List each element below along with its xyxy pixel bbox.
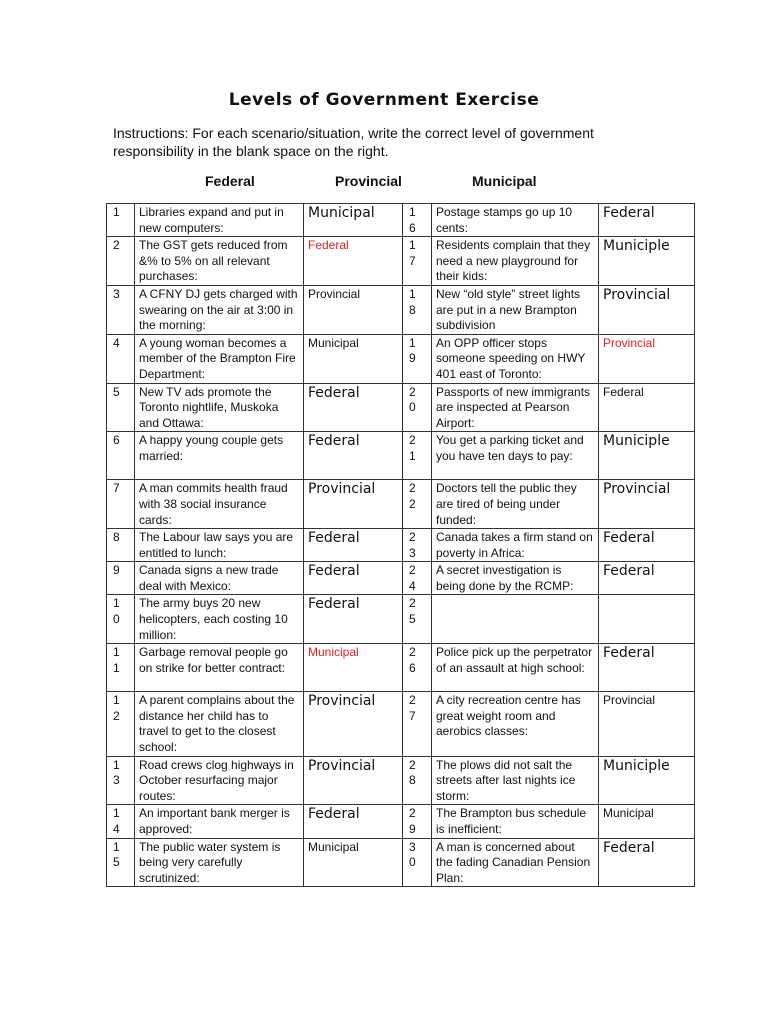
question-number xyxy=(403,204,432,237)
answer-field[interactable]: Federal xyxy=(599,562,695,595)
answer-field[interactable] xyxy=(599,595,695,644)
question-number-text: 4 xyxy=(113,335,120,350)
question-number xyxy=(107,432,135,480)
table-row xyxy=(107,562,695,595)
answer-field[interactable]: Provincial xyxy=(599,285,695,334)
question-number-text: 22 xyxy=(409,481,416,511)
table-row xyxy=(107,692,695,756)
table-row xyxy=(107,529,695,562)
question-number xyxy=(107,334,135,383)
question-number xyxy=(403,334,432,383)
question-number-text: 27 xyxy=(409,693,416,723)
question-number-text: 6 xyxy=(113,433,120,448)
answer-field[interactable]: Provincial xyxy=(599,334,695,383)
answer-field[interactable]: Municipal xyxy=(304,644,403,692)
scenario-text: Garbage removal people go on strike for better contract: xyxy=(135,644,304,692)
question-number xyxy=(107,805,135,838)
question-number xyxy=(107,562,135,595)
question-number xyxy=(403,432,432,480)
question-number xyxy=(107,838,135,887)
question-number xyxy=(403,383,432,432)
question-number xyxy=(403,237,432,286)
column-heading-federal: Federal xyxy=(205,173,255,189)
scenario-text: Postage stamps go up 10 cents: xyxy=(432,204,599,237)
scenario-text: The GST gets reduced from &% to 5% on all relevant purchases: xyxy=(135,237,304,286)
question-number-text: 17 xyxy=(409,238,416,268)
question-number-text: 30 xyxy=(409,839,416,870)
scenario-text: You get a parking ticket and you have ten days to pay: xyxy=(432,432,599,480)
question-number xyxy=(403,595,432,644)
question-number xyxy=(107,595,135,644)
question-number-text: 14 xyxy=(113,806,120,836)
scenario-text: The Labour law says you are entitled to lunch: xyxy=(135,529,304,562)
question-number-text: 29 xyxy=(409,806,416,836)
table-row xyxy=(107,480,695,529)
answer-field[interactable]: Federal xyxy=(304,562,403,595)
scenario-text: Canada signs a new trade deal with Mexico: xyxy=(135,562,304,595)
question-number xyxy=(107,480,135,529)
answer-field[interactable]: Provincial xyxy=(304,480,403,529)
question-number xyxy=(403,644,432,692)
scenario-text: Police pick up the perpetrator of an assault at high school: xyxy=(432,644,599,692)
answer-field[interactable]: Federal xyxy=(304,432,403,480)
answer-field[interactable]: Municipal xyxy=(304,334,403,383)
question-number-text: 3 xyxy=(113,286,120,301)
scenario-text: A young woman becomes a member of the Brampton Fire Department: xyxy=(135,334,304,383)
question-number-text: 5 xyxy=(113,384,120,399)
scenario-text: Passports of new immigrants are inspected at Pearson Airport: xyxy=(432,383,599,432)
scenario-text: The plows did not salt the streets after last nights ice storm: xyxy=(432,756,599,805)
answer-field[interactable]: Federal xyxy=(304,529,403,562)
question-number xyxy=(403,480,432,529)
question-number xyxy=(107,644,135,692)
document-title: Levels of Government Exercise xyxy=(228,90,540,110)
question-number xyxy=(403,529,432,562)
scenario-table xyxy=(106,203,695,887)
question-number-text: 7 xyxy=(113,481,120,496)
answer-field[interactable]: Provincial xyxy=(599,480,695,529)
scenario-text: The army buys 20 new helicopters, each costing 10 million: xyxy=(135,595,304,644)
column-heading-municipal: Municipal xyxy=(472,173,537,189)
answer-field[interactable]: Federal xyxy=(304,805,403,838)
answer-field[interactable]: Municiple xyxy=(599,756,695,805)
scenario-text: The public water system is being very carefully scrutinized: xyxy=(135,838,304,887)
scenario-text: A secret investigation is being done by the RCMP: xyxy=(432,562,599,595)
question-number-text: 23 xyxy=(409,530,416,560)
scenario-text: Canada takes a firm stand on poverty in Africa: xyxy=(432,529,599,562)
question-number-text: 11 xyxy=(113,645,120,675)
answer-field[interactable]: Municiple xyxy=(599,237,695,286)
scenario-text: New “old style” street lights are put in a new Brampton subdivision xyxy=(432,285,599,334)
question-number-text: 9 xyxy=(113,563,120,578)
question-number-text: 21 xyxy=(409,433,416,463)
column-heading-provincial: Provincial xyxy=(335,173,402,189)
question-number-text: 2 xyxy=(113,238,120,253)
question-number xyxy=(403,692,432,756)
question-number xyxy=(403,562,432,595)
question-number-text: 10 xyxy=(113,596,120,627)
table-row xyxy=(107,334,695,383)
answer-field[interactable]: Municipal xyxy=(304,838,403,887)
question-number-text: 16 xyxy=(409,205,416,235)
answer-field[interactable]: Federal xyxy=(599,383,695,432)
question-number xyxy=(403,756,432,805)
question-number-text: 19 xyxy=(409,335,416,366)
scenario-text: Libraries expand and put in new computers: xyxy=(135,204,304,237)
scenario-text: A man commits health fraud with 38 social insurance cards: xyxy=(135,480,304,529)
table-row xyxy=(107,383,695,432)
question-number xyxy=(107,756,135,805)
scenario-text: Doctors tell the public they are tired of being under funded: xyxy=(432,480,599,529)
scenario-text: A man is concerned about the fading Canadian Pension Plan: xyxy=(432,838,599,887)
question-number-text: 13 xyxy=(113,757,120,788)
answer-field[interactable]: Federal xyxy=(304,383,403,432)
question-number-text: 20 xyxy=(409,384,416,415)
question-number xyxy=(403,285,432,334)
answer-field[interactable]: Federal xyxy=(599,204,695,237)
question-number xyxy=(403,838,432,887)
scenario-text: New TV ads promote the Toronto nightlife, Muskoka and Ottawa: xyxy=(135,383,304,432)
question-number-text: 18 xyxy=(409,286,416,317)
scenario-text: A parent complains about the distance her child has to travel to get to the closest school: xyxy=(135,692,304,756)
question-number xyxy=(107,237,135,286)
answer-field[interactable]: Municipal xyxy=(304,204,403,237)
scenario-text: An OPP officer stops someone speeding on HWY 401 east of Toronto: xyxy=(432,334,599,383)
scenario-text xyxy=(432,595,599,644)
question-number-text: 25 xyxy=(409,596,416,627)
table-row xyxy=(107,237,695,286)
scenario-text: A CFNY DJ gets charged with swearing on the air at 3:00 in the morning: xyxy=(135,285,304,334)
table-row xyxy=(107,204,695,237)
table-row xyxy=(107,595,695,644)
answer-field[interactable]: Municiple xyxy=(599,432,695,480)
question-number xyxy=(107,204,135,237)
question-number-text: 26 xyxy=(409,645,416,675)
answer-field[interactable]: Federal xyxy=(599,644,695,692)
table-row xyxy=(107,838,695,887)
question-number xyxy=(403,805,432,838)
question-number-text: 28 xyxy=(409,757,416,788)
question-number xyxy=(107,529,135,562)
answer-field[interactable]: Federal xyxy=(304,595,403,644)
question-number-text: 24 xyxy=(409,563,416,593)
scenario-text: Road crews clog highways in October resurfacing major routes: xyxy=(135,756,304,805)
table-row xyxy=(107,805,695,838)
answer-field[interactable]: Federal xyxy=(599,838,695,887)
question-number-text: 15 xyxy=(113,839,120,870)
answer-field[interactable]: Municipal xyxy=(599,805,695,838)
answer-field[interactable]: Federal xyxy=(599,529,695,562)
scenario-text: An important bank merger is approved: xyxy=(135,805,304,838)
scenario-text: A city recreation centre has great weight room and aerobics classes: xyxy=(432,692,599,756)
table-row xyxy=(107,644,695,692)
question-number-text: 8 xyxy=(113,530,120,545)
scenario-text: A happy young couple gets married: xyxy=(135,432,304,480)
answer-field[interactable]: Provincial xyxy=(304,756,403,805)
question-number xyxy=(107,383,135,432)
table-row xyxy=(107,432,695,480)
answer-field[interactable]: Federal xyxy=(304,237,403,286)
question-number xyxy=(107,692,135,756)
answer-field[interactable]: Provincial xyxy=(304,692,403,756)
table-row xyxy=(107,285,695,334)
scenario-text: Residents complain that they need a new playground for their kids: xyxy=(432,237,599,286)
answer-field[interactable]: Provincial xyxy=(599,692,695,756)
question-number xyxy=(107,285,135,334)
scenario-text: The Brampton bus schedule is inefficient: xyxy=(432,805,599,838)
instructions-text: Instructions: For each scenario/situation, write the correct level of government responsibility in the blank space on the right. xyxy=(113,125,594,159)
table-row xyxy=(107,756,695,805)
question-number-text: 1 xyxy=(113,205,120,219)
question-number-text: 12 xyxy=(113,693,120,723)
answer-field[interactable]: Provincial xyxy=(304,285,403,334)
